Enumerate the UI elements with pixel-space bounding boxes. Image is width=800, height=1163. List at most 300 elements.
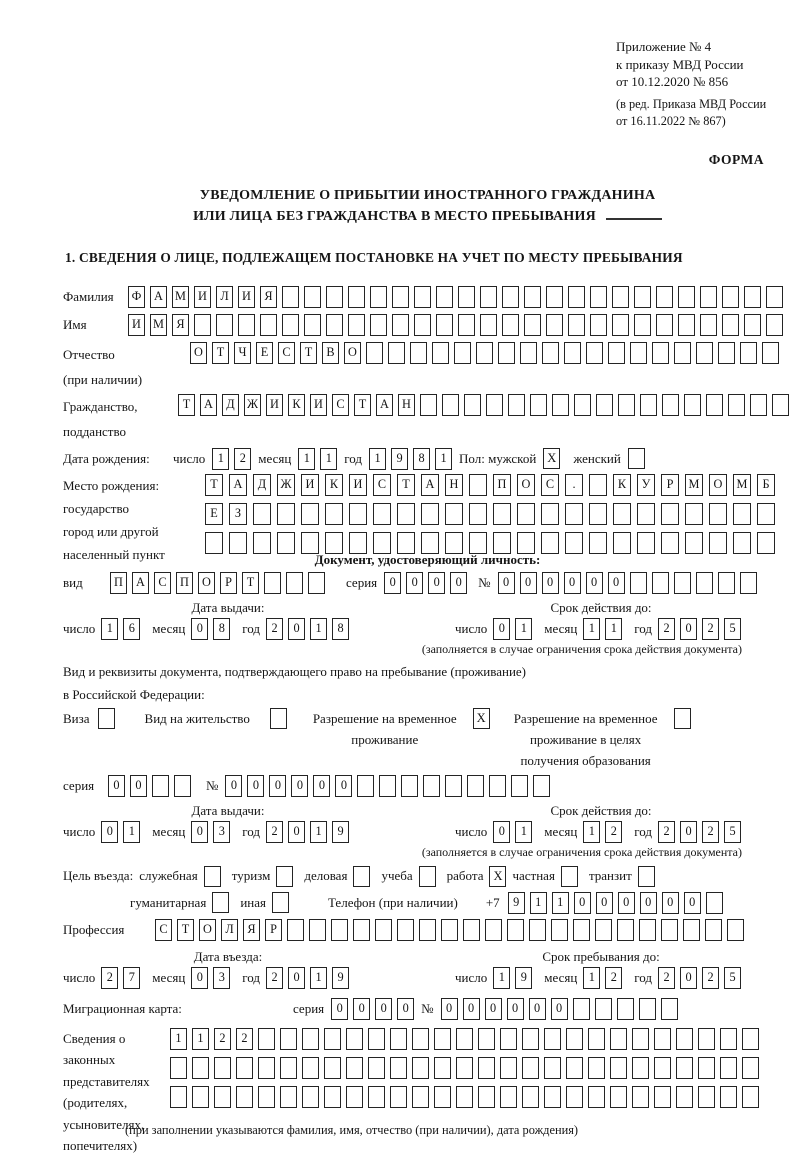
char-cell: 0	[288, 967, 305, 989]
char-cell	[654, 1086, 671, 1108]
char-cell: 0	[428, 572, 445, 594]
char-cell	[541, 532, 559, 554]
char-cell	[486, 394, 503, 416]
char-cell: Т	[177, 919, 194, 941]
residence-valid-year	[658, 821, 741, 843]
char-cell	[498, 342, 515, 364]
profession-cells	[155, 919, 744, 941]
char-cell: С	[373, 474, 391, 496]
char-cell	[772, 394, 789, 416]
residence-number-cells	[225, 775, 550, 797]
char-cell	[541, 503, 559, 525]
char-cell	[469, 532, 487, 554]
char-cell: 2	[702, 967, 719, 989]
char-cell: 1	[320, 448, 337, 470]
identity-doc-dates	[63, 600, 792, 640]
char-cell	[493, 503, 511, 525]
char-cell: 1	[583, 618, 600, 640]
stay-month	[583, 967, 622, 989]
temp-residence-label: Разрешение на временное проживание	[312, 710, 457, 747]
representatives-cells-row2	[170, 1057, 759, 1079]
char-cell	[637, 503, 655, 525]
birthplace-cells-row1	[205, 474, 775, 496]
residence-series-row	[63, 775, 792, 797]
purpose-row1: Цель въезда: служебная туризм деловая учеба работа X частная транзит	[63, 866, 792, 887]
char-cell	[654, 1028, 671, 1050]
identity-valid-title: Срок действия до:	[550, 599, 652, 615]
char-cell	[595, 919, 612, 941]
char-cell: З	[229, 503, 247, 525]
char-cell	[552, 394, 569, 416]
residence-permit-option	[145, 708, 287, 729]
char-cell	[500, 1086, 517, 1108]
char-cell	[236, 1057, 253, 1079]
char-cell: 2	[605, 967, 622, 989]
char-cell	[214, 1086, 231, 1108]
char-cell	[397, 503, 415, 525]
char-cell	[434, 1028, 451, 1050]
char-cell: Т	[397, 474, 415, 496]
char-cell: 0	[618, 892, 635, 914]
citizenship-cells	[178, 394, 789, 416]
char-cell: Ж	[244, 394, 261, 416]
form-title-line2: ИЛИ ЛИЦА БЕЗ ГРАЖДАНСТВА В МЕСТО ПРЕБЫВАНИЯ	[193, 208, 596, 224]
char-cell: Т	[300, 342, 317, 364]
char-cell: 0	[397, 998, 414, 1020]
char-cell: Я	[260, 286, 277, 308]
char-cell	[216, 314, 233, 336]
char-cell	[493, 532, 511, 554]
char-cell: И	[349, 474, 367, 496]
migration-series-label: серия	[293, 1000, 325, 1016]
char-cell	[522, 1057, 539, 1079]
char-cell	[421, 503, 439, 525]
char-cell	[676, 1057, 693, 1079]
edu-residence-option	[514, 708, 691, 771]
char-cell	[678, 314, 695, 336]
char-cell	[617, 998, 634, 1020]
char-cell: О	[198, 572, 215, 594]
char-cell: Б	[757, 474, 775, 496]
char-cell	[324, 1028, 341, 1050]
char-cell	[544, 1057, 561, 1079]
char-cell: 2	[266, 821, 283, 843]
char-cell	[366, 342, 383, 364]
char-cell	[564, 342, 581, 364]
char-cell	[445, 503, 463, 525]
char-cell: 9	[391, 448, 408, 470]
residence-issue-title: Дата выдачи:	[191, 802, 265, 818]
char-cell	[613, 532, 631, 554]
char-cell	[397, 919, 414, 941]
char-cell	[750, 394, 767, 416]
char-cell: И	[266, 394, 283, 416]
char-cell: К	[613, 474, 631, 496]
char-cell: Е	[205, 503, 223, 525]
char-cell	[632, 1028, 649, 1050]
char-cell	[478, 1086, 495, 1108]
char-cell	[423, 775, 440, 797]
char-cell	[500, 1028, 517, 1050]
char-cell: 0	[498, 572, 515, 594]
char-cell	[326, 286, 343, 308]
char-cell	[632, 1086, 649, 1108]
citizenship-row	[63, 394, 792, 444]
char-cell	[639, 919, 656, 941]
char-cell	[419, 919, 436, 941]
char-cell: 0	[291, 775, 308, 797]
char-cell	[610, 1028, 627, 1050]
purpose-private-checkbox	[561, 866, 578, 887]
char-cell: .	[565, 474, 583, 496]
char-cell	[260, 314, 277, 336]
identity-doc-title: Документ, удостоверяющий личность:	[314, 551, 541, 567]
char-cell	[589, 503, 607, 525]
char-cell	[445, 532, 463, 554]
char-cell: К	[325, 474, 343, 496]
char-cell	[346, 1028, 363, 1050]
char-cell	[661, 532, 679, 554]
char-cell: 0	[191, 618, 208, 640]
char-cell: О	[709, 474, 727, 496]
char-cell: М	[172, 286, 189, 308]
char-cell	[353, 919, 370, 941]
surname-row	[63, 286, 792, 308]
char-cell	[458, 286, 475, 308]
char-cell: 2	[214, 1028, 231, 1050]
sex-female-label: женский	[573, 450, 621, 466]
char-cell: 5	[724, 967, 741, 989]
char-cell	[542, 342, 559, 364]
char-cell	[766, 314, 783, 336]
stay-until-title: Срок пребывания до:	[542, 948, 660, 964]
birthplace-label: Место рождения: государство город или другой населенный пункт	[63, 477, 165, 562]
char-cell: 2	[658, 618, 675, 640]
residence-type-row	[63, 708, 792, 771]
char-cell	[634, 286, 651, 308]
char-cell	[744, 314, 761, 336]
char-cell	[685, 532, 703, 554]
char-cell: 9	[332, 967, 349, 989]
char-cell	[517, 503, 535, 525]
char-cell: 0	[463, 998, 480, 1020]
form-title-line1: УВЕДОМЛЕНИЕ О ПРИБЫТИИ ИНОСТРАННОГО ГРАЖДАНИНА	[199, 187, 656, 203]
char-cell	[229, 532, 247, 554]
char-cell: М	[685, 474, 703, 496]
char-cell	[546, 314, 563, 336]
char-cell: Р	[265, 919, 282, 941]
char-cell: 2	[236, 1028, 253, 1050]
char-cell	[485, 919, 502, 941]
char-cell	[397, 532, 415, 554]
char-cell: 9	[508, 892, 525, 914]
char-cell: А	[132, 572, 149, 594]
char-cell: А	[421, 474, 439, 496]
char-cell: 1	[530, 892, 547, 914]
char-cell: Р	[661, 474, 679, 496]
char-cell: П	[493, 474, 511, 496]
char-cell	[456, 1028, 473, 1050]
char-cell	[410, 342, 427, 364]
char-cell: 0	[680, 618, 697, 640]
char-cell: Т	[212, 342, 229, 364]
char-cell: М	[733, 474, 751, 496]
char-cell	[456, 1057, 473, 1079]
birthplace-cells-row2	[205, 503, 775, 525]
citizenship-label: Гражданство, подданство	[63, 398, 138, 439]
char-cell: 0	[680, 967, 697, 989]
char-cell: 0	[564, 572, 581, 594]
char-cell: О	[344, 342, 361, 364]
char-cell	[652, 572, 669, 594]
char-cell: 2	[658, 967, 675, 989]
char-cell: 0	[441, 998, 458, 1020]
char-cell	[684, 394, 701, 416]
char-cell	[441, 919, 458, 941]
amendment-line-1: (в ред. Приказа МВД России	[616, 96, 767, 111]
char-cell	[282, 286, 299, 308]
residence-valid-group: Срок действия до: число 0 1 месяц 1 2 год 2 0 2 5	[455, 803, 747, 843]
birthdate-month-label: месяц	[258, 450, 292, 466]
char-cell	[301, 503, 319, 525]
char-cell	[733, 532, 751, 554]
char-cell	[192, 1057, 209, 1079]
birthdate-year-label: год	[344, 450, 363, 466]
char-cell: 7	[123, 967, 140, 989]
char-cell	[698, 1028, 715, 1050]
char-cell	[434, 1057, 451, 1079]
stay-day	[493, 967, 532, 989]
purpose-row2: гуманитарная иная Телефон (при наличии) +7 9 1 1 0 0 0 0 0 0	[63, 892, 792, 914]
residence-series-label: серия	[63, 777, 95, 793]
char-cell	[325, 503, 343, 525]
representatives-cells-row3	[170, 1086, 759, 1108]
char-cell: В	[322, 342, 339, 364]
char-cell	[709, 503, 727, 525]
char-cell: Р	[220, 572, 237, 594]
char-cell: 0	[680, 821, 697, 843]
hdr-line-1: Приложение № 4	[616, 39, 712, 54]
char-cell: И	[128, 314, 145, 336]
edu-residence-label: Разрешение на временное проживание в целях получения образования	[513, 710, 658, 768]
char-cell: 2	[234, 448, 251, 470]
phone-cells	[508, 892, 723, 914]
blank-underline	[606, 206, 662, 220]
char-cell	[632, 1057, 649, 1079]
char-cell: 3	[213, 821, 230, 843]
char-cell	[308, 572, 325, 594]
amendment-reference	[616, 96, 792, 130]
char-cell	[500, 1057, 517, 1079]
char-cell	[388, 342, 405, 364]
char-cell	[280, 1086, 297, 1108]
purpose-work-checkbox: X	[489, 866, 506, 887]
char-cell	[640, 394, 657, 416]
char-cell: 1	[123, 821, 140, 843]
visa-checkbox	[98, 708, 115, 729]
identity-number-cells	[498, 572, 757, 594]
char-cell	[302, 1028, 319, 1050]
edu-residence-checkbox	[674, 708, 691, 729]
char-cell: С	[155, 919, 172, 941]
birthdate-label: Дата рождения:	[63, 450, 150, 466]
entry-dates	[63, 949, 792, 989]
entry-date-title: Дата въезда:	[193, 948, 263, 964]
identity-kind-cells	[110, 572, 325, 594]
char-cell: 2	[702, 618, 719, 640]
char-cell	[192, 1086, 209, 1108]
char-cell	[236, 1086, 253, 1108]
char-cell	[302, 1057, 319, 1079]
char-cell: 0	[130, 775, 147, 797]
char-cell: 8	[413, 448, 430, 470]
birthplace-cells-row3	[205, 532, 775, 554]
char-cell	[727, 919, 744, 941]
char-cell: Л	[221, 919, 238, 941]
char-cell: 1	[435, 448, 452, 470]
char-cell	[656, 286, 673, 308]
char-cell: А	[229, 474, 247, 496]
char-cell	[379, 775, 396, 797]
char-cell	[434, 1086, 451, 1108]
char-cell	[742, 1028, 759, 1050]
char-cell	[469, 474, 487, 496]
char-cell	[280, 1028, 297, 1050]
char-cell: С	[332, 394, 349, 416]
char-cell	[698, 1057, 715, 1079]
char-cell	[574, 394, 591, 416]
identity-valid-group: Срок действия до: число 0 1 месяц 1 1 год 2 0 2 5	[455, 600, 747, 640]
char-cell	[170, 1086, 187, 1108]
patronymic-cells	[190, 342, 779, 364]
char-cell	[174, 775, 191, 797]
identity-valid-year	[658, 618, 741, 640]
identity-number-label: №	[478, 574, 491, 590]
char-cell: Ф	[128, 286, 145, 308]
char-cell	[214, 1057, 231, 1079]
char-cell: 5	[724, 821, 741, 843]
char-cell	[508, 394, 525, 416]
birthdate-month-cells	[298, 448, 337, 470]
document-reference	[616, 38, 792, 130]
char-cell	[368, 1028, 385, 1050]
residence-permit-checkbox	[270, 708, 287, 729]
char-cell: 2	[702, 821, 719, 843]
purpose-study-checkbox	[419, 866, 436, 887]
residence-valid-note: (заполняется в случае ограничения срока действия документа)	[421, 844, 742, 859]
char-cell: О	[199, 919, 216, 941]
char-cell: Т	[354, 394, 371, 416]
char-cell	[412, 1028, 429, 1050]
char-cell: А	[150, 286, 167, 308]
char-cell	[722, 314, 739, 336]
char-cell: 0	[331, 998, 348, 1020]
surname-label: Фамилия	[63, 288, 114, 304]
char-cell	[436, 314, 453, 336]
char-cell	[522, 1086, 539, 1108]
char-cell	[324, 1086, 341, 1108]
identity-issue-year	[266, 618, 349, 640]
char-cell	[282, 314, 299, 336]
birthdate-day-label: число	[173, 450, 206, 466]
residence-issue-day	[101, 821, 140, 843]
char-cell	[286, 572, 303, 594]
char-cell: 8	[332, 618, 349, 640]
char-cell	[238, 314, 255, 336]
char-cell: 2	[101, 967, 118, 989]
residence-permit-label: Вид на жительство	[144, 710, 250, 726]
char-cell	[551, 919, 568, 941]
char-cell	[421, 532, 439, 554]
char-cell: 0	[313, 775, 330, 797]
hdr-line-3: от 10.12.2020 № 856	[616, 74, 729, 89]
char-cell	[656, 314, 673, 336]
char-cell	[608, 342, 625, 364]
char-cell	[590, 286, 607, 308]
char-cell	[170, 1057, 187, 1079]
char-cell	[610, 1086, 627, 1108]
char-cell: 1	[583, 967, 600, 989]
char-cell	[529, 919, 546, 941]
char-cell	[662, 394, 679, 416]
char-cell	[390, 1057, 407, 1079]
char-cell	[617, 919, 634, 941]
char-cell	[566, 1057, 583, 1079]
char-cell	[618, 394, 635, 416]
residence-issue-month	[191, 821, 230, 843]
char-cell: С	[541, 474, 559, 496]
purpose-business-checkbox	[353, 866, 370, 887]
char-cell	[357, 775, 374, 797]
char-cell	[258, 1086, 275, 1108]
entry-day	[101, 967, 140, 989]
char-cell: Н	[398, 394, 415, 416]
amendment-line-2: от 16.11.2022 № 867)	[616, 113, 726, 128]
firstname-cells	[128, 314, 783, 336]
char-cell: И	[310, 394, 327, 416]
char-cell	[565, 503, 583, 525]
char-cell	[390, 1086, 407, 1108]
purpose-humanitarian-checkbox	[212, 892, 229, 913]
char-cell: 0	[507, 998, 524, 1020]
char-cell	[412, 1057, 429, 1079]
char-cell: 1	[310, 618, 327, 640]
char-cell	[720, 1057, 737, 1079]
char-cell	[304, 286, 321, 308]
stay-until-group: Срок пребывания до: число 1 9 месяц 1 2 год 2 0 2 5	[455, 949, 747, 989]
char-cell	[478, 1057, 495, 1079]
char-cell	[436, 286, 453, 308]
char-cell	[456, 1086, 473, 1108]
char-cell: 1	[515, 618, 532, 640]
char-cell: Ч	[234, 342, 251, 364]
char-cell	[565, 532, 583, 554]
char-cell	[511, 775, 528, 797]
char-cell: 0	[586, 572, 603, 594]
char-cell	[733, 503, 751, 525]
residence-valid-day	[493, 821, 532, 843]
char-cell	[392, 314, 409, 336]
char-cell	[205, 532, 223, 554]
representatives-label: Сведения о законных представителях (родителях, усыновителях, попечителях)	[63, 1030, 150, 1153]
char-cell	[520, 342, 537, 364]
entry-date-group: Дата въезда: число 2 7 месяц 0 3 год 2 0 1 9	[63, 949, 455, 989]
phone-label: Телефон (при наличии)	[327, 894, 458, 910]
char-cell	[630, 572, 647, 594]
identity-issue-day	[101, 618, 140, 640]
char-cell	[302, 1086, 319, 1108]
char-cell	[700, 314, 717, 336]
